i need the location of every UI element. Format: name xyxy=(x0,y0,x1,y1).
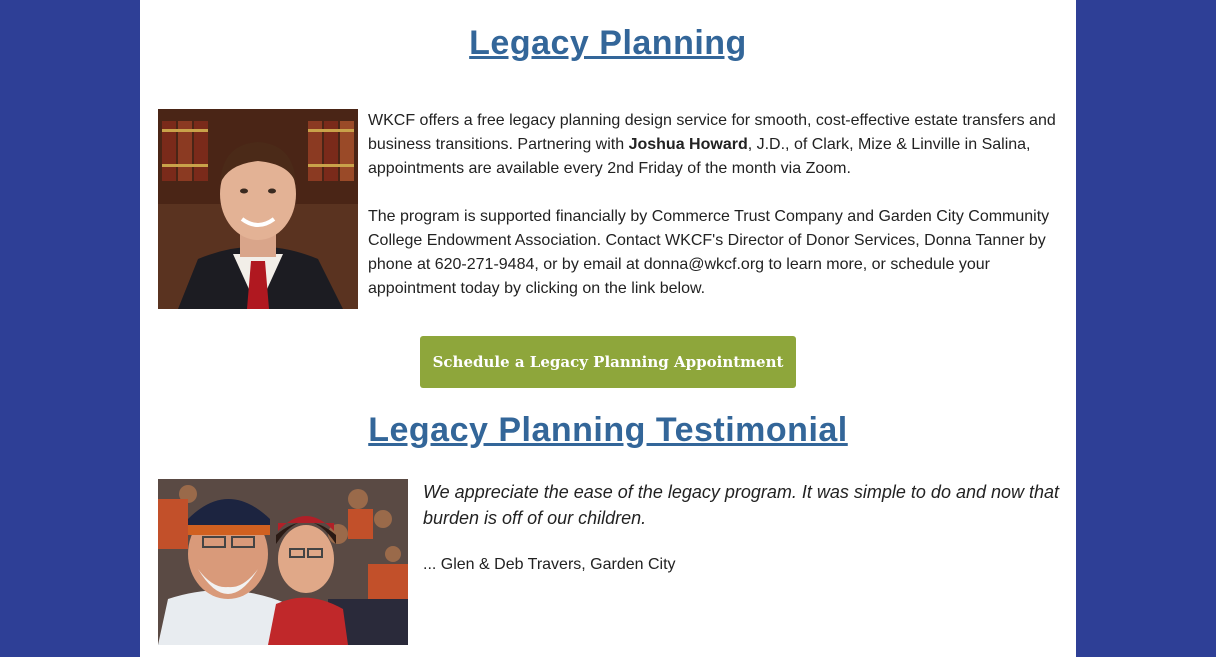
legacy-planning-heading[interactable]: Legacy Planning xyxy=(469,24,747,62)
intro-paragraph-1 xyxy=(368,109,1068,181)
content-panel xyxy=(140,0,1076,657)
intro-paragraph-2: The program is supported financially by Commerce Trust Company and Garden City Community College Endowment Association. Contact WKCF's Director of Donor Services, Donna Tanner by phone at 620-271-9484, or by email at donna@wkcf.org to learn more, or schedule your appointment today by clicking on the link below. xyxy=(368,208,1050,297)
joshua-howard-photo xyxy=(158,109,358,309)
attorney-name: Joshua Howard xyxy=(628,136,748,153)
testimonial-heading[interactable]: Legacy Planning Testimonial xyxy=(368,411,848,449)
intro-p1-text-end: , J.D., of Clark, Mize & Linville in Salina, appointments are available every 2nd Friday of the month via Zoom. xyxy=(368,136,1031,177)
testimonial-quote: We appreciate the ease of the legacy program. It was simple to do and now that burden is off of our children. xyxy=(423,482,1060,528)
stadium-photo-image xyxy=(158,479,408,645)
schedule-appointment-button[interactable]: Schedule a Legacy Planning Appointment xyxy=(420,336,796,388)
testimonial-attribution: ... Glen & Deb Travers, Garden City xyxy=(423,556,676,573)
portrait-image xyxy=(158,109,358,309)
intro-text xyxy=(368,109,1068,301)
intro-p1-text: WKCF offers a free legacy planning design service for smooth, cost-effective estate transfers and business transitions. Partnering with xyxy=(368,112,1056,153)
travers-photo xyxy=(158,479,408,645)
